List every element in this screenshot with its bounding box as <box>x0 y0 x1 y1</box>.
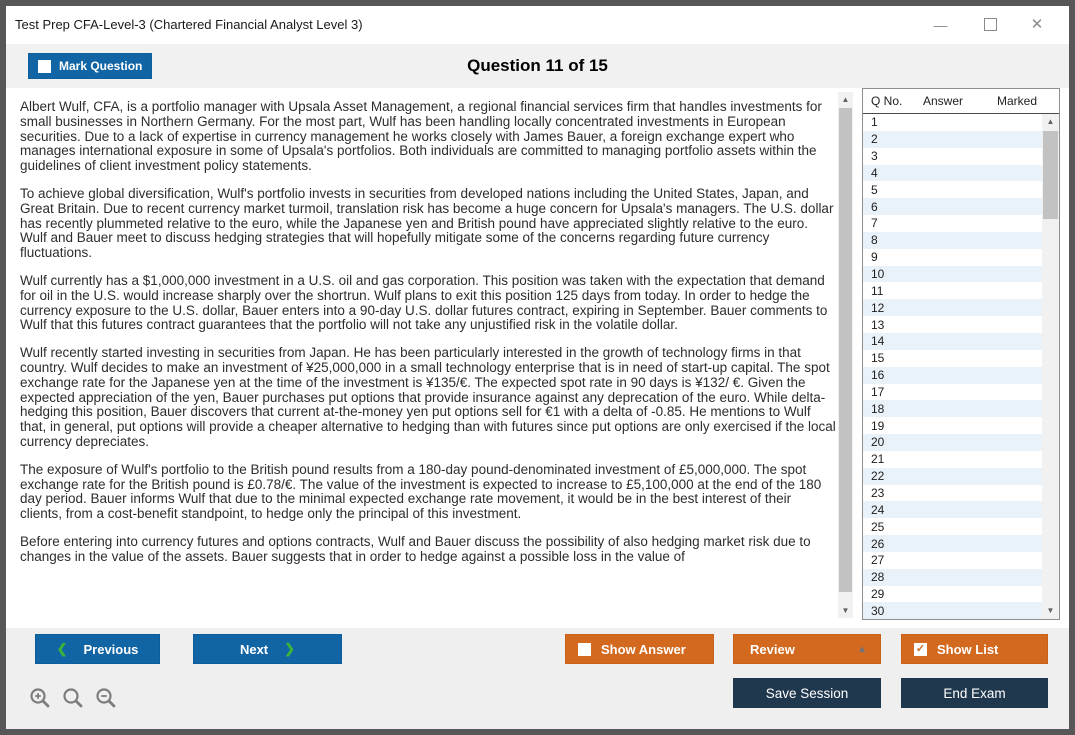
passage-paragraph: Albert Wulf, CFA, is a portfolio manager with Upsala Asset Management, a regional financial services firm that handles investments for small businesses in Northern Germany. For the most part, Wulf has been handling locally concentrated investments in European securities. Due to a lack of expertise in currency management he works closely with James Bauer, a foreign exchange expert who manages international exposure in some of Upsala's portfolios. Both individuals are committed to managing portfolio assets within the guidelines of client investment policy statements. <box>20 99 822 174</box>
question-number-cell: 9 <box>871 250 878 265</box>
question-number-cell: 11 <box>871 283 884 298</box>
question-number-cell: 5 <box>871 182 878 197</box>
zoom-in-icon[interactable] <box>28 686 52 710</box>
question-list-row[interactable] <box>863 148 1042 165</box>
question-number-cell: 23 <box>871 485 885 500</box>
question-list-row[interactable] <box>863 417 1042 434</box>
question-number-cell: 30 <box>871 603 885 618</box>
question-number-cell: 24 <box>871 502 885 517</box>
question-list-row[interactable] <box>863 282 1042 299</box>
question-list-row[interactable] <box>863 181 1042 198</box>
passage-scrollbar[interactable] <box>838 92 853 618</box>
passage-paragraph: The exposure of Wulf's portfolio to the British pound results from a 180-day pound-denominated investment of £5,000,000. The spot exchange rate for the British pound is £0.78/€. The value of the investment is expected to increase to £5,100,000 at the end of the 180 day period. Bauer informs Wulf that due to the minimal expected exchange rate movement, it would be in the best interest of their clients, from a cost-benefit standpoint, to hedge only the principal of this investment. <box>20 461 822 522</box>
check-icon: ✓ <box>915 642 926 655</box>
show-list-checkbox[interactable] <box>914 643 927 656</box>
end-exam-label: End Exam <box>943 685 1006 701</box>
question-list-row[interactable] <box>863 400 1042 417</box>
question-number-cell: 13 <box>871 317 885 332</box>
end-exam-button[interactable] <box>901 678 1048 708</box>
question-number-cell: 21 <box>871 452 885 467</box>
question-list-row[interactable] <box>863 350 1042 367</box>
question-list-row[interactable] <box>863 468 1042 485</box>
question-list-row[interactable] <box>863 367 1042 384</box>
question-list-row[interactable] <box>863 518 1042 535</box>
question-number-cell: 8 <box>871 233 878 248</box>
window-title: Test Prep CFA-Level-3 (Chartered Financial Analyst Level 3) <box>15 17 363 32</box>
question-number-cell: 7 <box>871 216 878 231</box>
question-list-scrollbar[interactable] <box>1042 114 1059 619</box>
question-list-row[interactable] <box>863 333 1042 350</box>
zoom-reset-icon[interactable] <box>61 686 85 710</box>
zoom-out-icon[interactable] <box>94 686 118 710</box>
chevron-left-icon: ❮ <box>56 641 68 656</box>
question-number-cell: 19 <box>871 418 885 433</box>
passage-text <box>20 100 836 578</box>
save-session-label: Save Session <box>765 685 849 701</box>
question-number-cell: 1 <box>871 115 878 130</box>
question-number-cell: 27 <box>871 553 885 568</box>
save-session-button[interactable] <box>733 678 881 708</box>
passage-paragraph: Wulf recently started investing in securities from Japan. He has been particularly interested in the growth of technology firms in that country. Wulf decides to make an investment of ¥25,000,000 in a small technology enterprise that is in need of start-up capital. The spot exchange rate for the Japanese yen at the time of the investment is ¥135/€. The expected spot rate in 90 days is ¥132/ €. Given the expected appreciation of the yen, Bauer purchases put options that provide insurance against any deprecation of the euro. While delta-hedging this position, Bauer discovers that current at-the-money yen put options sell for €1 with a delta of -0.85. He mentions to Wulf that, in general, put options will provide a cheaper alternative to hedging than with futures since put options are only exercised if the local currency depreciates. <box>20 345 836 449</box>
review-label: Review <box>750 641 795 657</box>
column-header-answer: Answer <box>923 94 964 108</box>
question-number-cell: 3 <box>871 149 878 164</box>
review-button[interactable] <box>733 634 881 664</box>
mark-question-checkbox[interactable] <box>38 60 51 73</box>
question-number-cell: 25 <box>871 519 885 534</box>
scroll-up-icon[interactable]: ▲ <box>841 95 850 104</box>
next-button[interactable] <box>193 634 342 664</box>
question-list-header <box>863 89 1059 114</box>
question-list-row[interactable] <box>863 165 1042 182</box>
passage-paragraph: To achieve global diversification, Wulf's portfolio invests in securities from developed nations including the United States, Japan, and Great Britain. Due to recent currency market turmoil, translation risk has become a huge concern for Upsala's managers. The U.S. dollar has recently plummeted relative to the euro, while the Japanese yen and British pound have appreciated slightly relative to the euro. Wulf and Bauer meet to discuss hedging strategies that will hopefully mitigate some of the concerns regarding future currency fluctuations. <box>20 185 834 261</box>
show-answer-label: Show Answer <box>601 641 686 657</box>
previous-label: Previous <box>83 641 139 657</box>
question-number-cell: 16 <box>871 368 885 383</box>
question-number-cell: 22 <box>871 469 885 484</box>
passage-paragraph: Wulf currently has a $1,000,000 investment in a U.S. oil and gas corporation. This position was taken with the expectation that demand for oil in the U.S. would increase sharply over the shortrun. Wulf plans to exit this position 125 days from today. In order to hedge the currency exposure to the U.S. dollar, Bauer enters into a 90-day U.S. dollar futures contract, expiring in September. Bauer comments to Wulf that this futures contract guarantees that the portfolio will not take any unjustified risk in the volatile dollar. <box>20 272 828 333</box>
show-list-button[interactable] <box>901 634 1048 664</box>
question-list-row[interactable] <box>863 249 1042 266</box>
question-number-cell: 12 <box>871 300 885 315</box>
question-number-cell: 2 <box>871 132 878 147</box>
question-number-cell: 18 <box>871 401 885 416</box>
show-list-label: Show List <box>937 641 999 657</box>
question-list <box>863 114 1042 619</box>
dropdown-up-icon: ▲ <box>857 644 867 655</box>
question-list-row[interactable] <box>863 535 1042 552</box>
passage-scrollbar-thumb[interactable] <box>839 108 852 592</box>
column-header-marked: Marked <box>997 94 1038 108</box>
previous-button[interactable] <box>35 634 160 664</box>
show-answer-checkbox[interactable] <box>578 643 591 656</box>
question-list-row[interactable] <box>863 602 1042 619</box>
mark-question-button[interactable] <box>28 53 152 79</box>
question-list-row[interactable] <box>863 198 1042 215</box>
question-number-cell: 14 <box>871 334 885 349</box>
question-counter: Question 11 of 15 <box>467 56 608 75</box>
question-list-row[interactable] <box>863 586 1042 603</box>
question-number-cell: 10 <box>871 267 885 282</box>
question-list-row[interactable] <box>863 451 1042 468</box>
question-number-cell: 20 <box>871 435 885 450</box>
question-list-row[interactable] <box>863 485 1042 502</box>
question-list-panel <box>862 88 1060 620</box>
title-bar <box>6 6 1069 44</box>
scroll-up-icon[interactable]: ▲ <box>1046 117 1055 126</box>
minimize-icon[interactable]: — <box>933 17 948 33</box>
next-label: Next <box>239 641 269 657</box>
scroll-down-icon[interactable]: ▼ <box>1046 606 1055 615</box>
question-list-row[interactable] <box>863 114 1042 131</box>
question-number-cell: 26 <box>871 536 885 551</box>
mark-question-label: Mark Question <box>59 59 143 73</box>
question-number-cell: 6 <box>871 199 878 214</box>
chevron-right-icon: ❯ <box>284 641 296 656</box>
column-header-qno: Q No. <box>871 94 903 108</box>
question-number-cell: 28 <box>871 570 885 585</box>
question-list-row[interactable] <box>863 316 1042 333</box>
question-list-row[interactable] <box>863 232 1042 249</box>
question-number-cell: 17 <box>871 384 885 399</box>
zoom-toolbar <box>28 686 118 710</box>
question-list-row[interactable] <box>863 215 1042 232</box>
close-icon[interactable]: ✕ <box>1030 16 1044 33</box>
question-list-row[interactable] <box>863 569 1042 586</box>
question-list-row[interactable] <box>863 552 1042 569</box>
question-list-row[interactable] <box>863 131 1042 148</box>
question-number-cell: 4 <box>871 165 878 180</box>
scroll-down-icon[interactable]: ▼ <box>841 606 850 615</box>
question-list-row[interactable] <box>863 501 1042 518</box>
question-list-scrollbar-thumb[interactable] <box>1043 131 1058 219</box>
question-number-cell: 29 <box>871 587 885 602</box>
maximize-icon[interactable] <box>984 18 997 31</box>
question-list-row[interactable] <box>863 299 1042 316</box>
question-list-row[interactable] <box>863 266 1042 283</box>
show-answer-button[interactable] <box>565 634 714 664</box>
passage-paragraph: Before entering into currency futures and options contracts, Wulf and Bauer discuss the possibility of also hedging market risk due to changes in the value of the assets. Bauer suggests that in order to hedge against a possible loss in the value of <box>20 533 811 564</box>
question-list-row[interactable] <box>863 434 1042 451</box>
question-number-cell: 15 <box>871 351 885 366</box>
question-list-row[interactable] <box>863 384 1042 401</box>
